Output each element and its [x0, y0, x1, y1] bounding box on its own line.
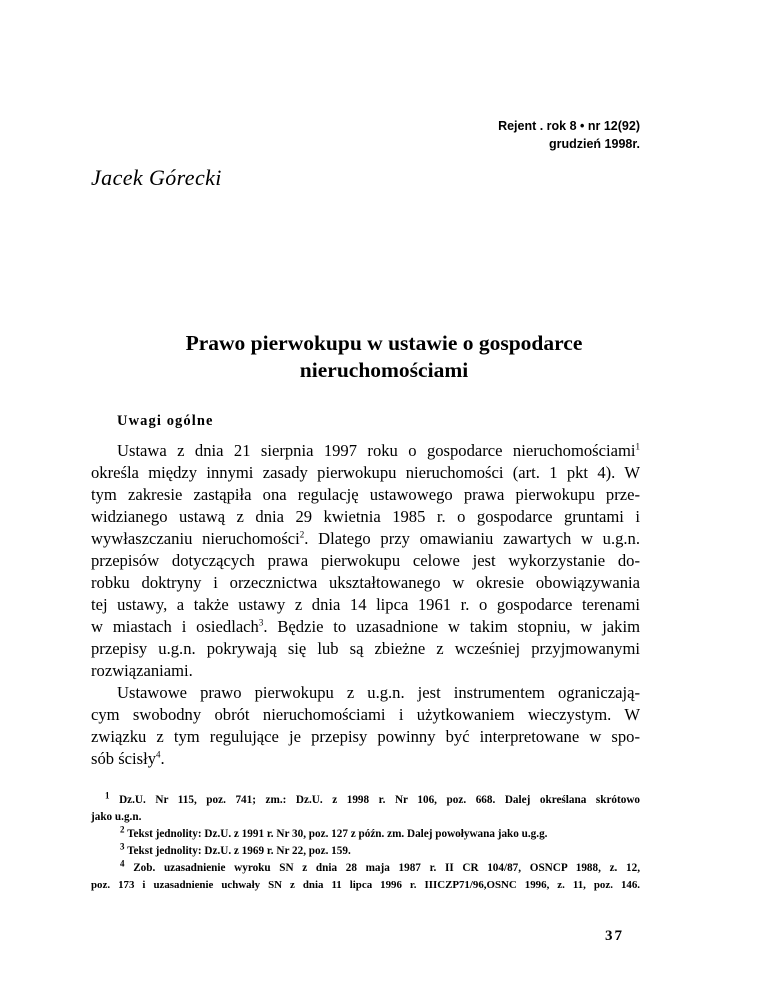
footnote-2: $^2$ Tekst jednolity: Dz.U. z 1991 r. Nr 30, poz. 127 z późn. zm. Dalej powoływana jako u.g.g.	[120, 824, 548, 840]
footnote-1: $^1$ Dz.U. Nr 115, poz. 741; zm.: Dz.U. z 1998 r. Nr 106, poz. 668. Dalej określana skrótowo	[105, 790, 640, 806]
footnote-3: $^3$ Tekst jednolity: Dz.U. z 1969 r. Nr 22, poz. 159.	[120, 841, 351, 857]
footnote-mark: 1	[105, 790, 110, 801]
footnote-mark: 4	[120, 858, 125, 869]
body-line: wywłaszczaniu nieruchomości$^2$. Dlatego przy omawianiu zawartych w u.g.n.	[91, 529, 641, 548]
page-number: 37	[605, 928, 624, 944]
body-line: Ustawowe prawo pierwokupu z u.g.n. jest instrumentem ograniczają-	[117, 683, 640, 702]
footnote-1-continuation: jako u.g.n.	[91, 811, 142, 823]
footnote-ref[interactable]: 4	[156, 749, 161, 760]
section-heading: Uwagi ogólne	[117, 413, 214, 429]
body-line: określa między innymi zasady pierwokupu nieruchomości (art. 1 pkt 4). W	[91, 463, 640, 482]
author-name: Jacek Górecki	[91, 165, 222, 190]
article-title-line-1: Prawo pierwokupu w ustawie o gospodarce	[185, 331, 583, 355]
footnote-mark: 3	[120, 841, 125, 852]
body-line: cym swobodny obrót nieruchomościami i użytkowaniem wieczystym. W	[91, 705, 640, 724]
footnote-ref[interactable]: 2	[299, 529, 305, 540]
footnote-ref[interactable]: 3	[258, 617, 264, 628]
body-line: robku doktryny i orzecznictwa ukształtowanego w okresie obowiązywania	[91, 573, 640, 592]
body-line: widzianego ustawą z dnia 29 kwietnia 1985 r. o gospodarce gruntami i	[91, 507, 640, 526]
body-line: tej ustawy, a także ustawy z dnia 14 lipca 1961 r. o gospodarce terenami	[91, 595, 640, 614]
footnote-ref[interactable]: 1	[635, 441, 640, 452]
footnote-4-continuation: poz. 173 i uzasadnienie uchwały SN z dnia 11 lipca 1996 r. IIICZP71/96,OSNC 1996, z. 11, poz. 146.	[91, 879, 640, 891]
body-line: Ustawa z dnia 21 sierpnia 1997 roku o gospodarce nieruchomościami$^1$	[117, 441, 640, 460]
body-line: w miastach i osiedlach$^3$. Będzie to uzasadnione w takim stopniu, w jakim	[91, 617, 640, 636]
body-line: tym zakresie zastąpiła ona regulację ustawowego prawa pierwokupu prze-	[91, 485, 640, 504]
footnote-mark: 2	[120, 824, 125, 835]
body-line: przepisów dotyczących prawa pierwokupu celowe jest wykorzystanie do-	[91, 551, 640, 570]
journal-issue: Rejent . rok 8 • nr 12(92)	[498, 119, 640, 133]
body-line: rozwiązaniami.	[91, 661, 193, 680]
body-line: przepisy u.g.n. pokrywają się lub są zbieżne z wcześniej przyjmowanymi	[91, 639, 640, 658]
body-line: sób ścisły$^4$.	[91, 749, 165, 768]
article-title-line-2: nieruchomościami	[299, 358, 469, 382]
footnote-4: $^4$ Zob. uzasadnienie wyroku SN z dnia 28 maja 1987 r. II CR 104/87, OSNCP 1988, z. 12,	[120, 858, 641, 874]
journal-date: grudzień 1998r.	[548, 137, 640, 151]
body-line: związku z tym regulujące je przepisy powinny być interpretowane w spo-	[91, 727, 640, 746]
